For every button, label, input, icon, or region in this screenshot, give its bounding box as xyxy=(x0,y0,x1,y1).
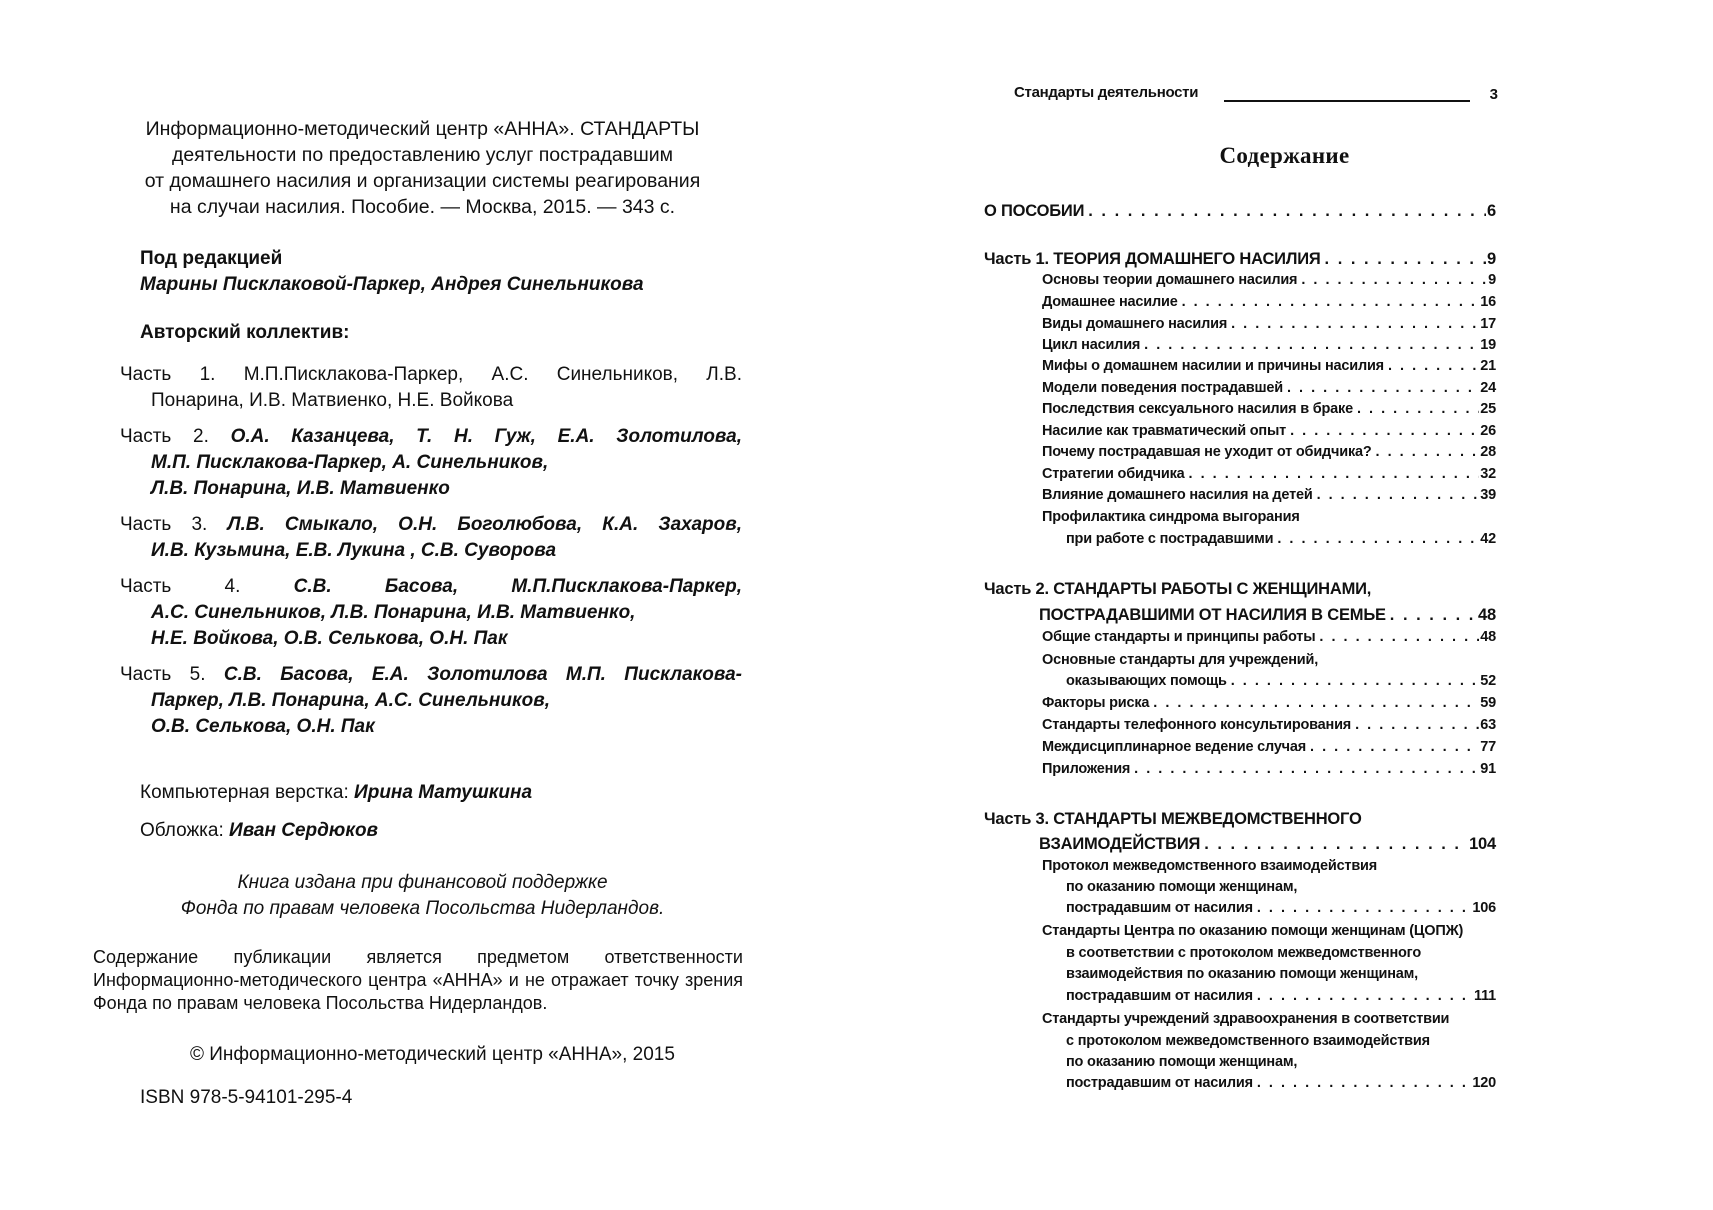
toc-entry[interactable] xyxy=(1042,337,1496,353)
toc-line: Стандарты учреждений здравоохранения в соответствии xyxy=(1042,1011,1450,1027)
toc-dot-leader xyxy=(1231,316,1479,332)
toc-entry[interactable] xyxy=(1042,695,1496,711)
toc-dot-leader xyxy=(1182,294,1480,310)
part-authors-line: А.С. Синельников, Л.В. Понарина, И.В. Матвиенко, xyxy=(151,602,636,623)
part-authors-line: С.В. Басова, Е.А. Золотилова М.П. Писклакова- xyxy=(223,664,742,685)
part-authors-line: И.В. Кузьмина, Е.В. Лукина , С.В. Суворова xyxy=(151,540,557,561)
toc-entry-title: Междисциплинарное ведение случая xyxy=(1042,739,1307,755)
bib-line: Информационно-методический центр «АННА». СТАНДАРТЫ xyxy=(145,118,700,140)
toc-dot-leader xyxy=(1144,337,1479,353)
toc-entry-page: 63 xyxy=(1480,717,1496,733)
toc-dot-leader xyxy=(1277,531,1479,547)
toc-entry-title: при работе с пострадавшими xyxy=(1066,531,1274,547)
toc-entry-title: Домашнее насилие xyxy=(1042,294,1178,310)
toc-entry-title: Приложения xyxy=(1042,761,1131,777)
part-authors-line: Понарина, И.В. Матвиенко, Н.Е. Войкова xyxy=(151,390,514,411)
toc-dot-leader xyxy=(1355,717,1479,733)
part-label: Часть 1. xyxy=(120,364,216,385)
toc-entry-page: 28 xyxy=(1480,444,1496,460)
toc-entry[interactable] xyxy=(1042,401,1496,417)
toc-entry-page: 77 xyxy=(1480,739,1496,755)
running-head-rule xyxy=(1224,100,1470,102)
funding-line: Фонда по правам человека Посольства Нидерландов. xyxy=(180,898,665,919)
toc-entry[interactable] xyxy=(1042,272,1496,288)
toc-line: Часть 2. СТАНДАРТЫ РАБОТЫ С ЖЕНЩИНАМИ, xyxy=(984,580,1372,598)
part-authors-line: Паркер, Л.В. Понарина, А.С. Синельников, xyxy=(151,690,550,711)
page-number: 3 xyxy=(1489,86,1498,103)
toc-entry-page: 42 xyxy=(1480,531,1496,547)
toc-dot-leader xyxy=(1189,466,1480,482)
toc-entry-title: пострадавшим от насилия xyxy=(1066,1075,1253,1091)
toc-entry-page: 39 xyxy=(1480,487,1496,503)
running-head xyxy=(1014,82,1498,104)
toc-line: Основные стандарты для учреждений, xyxy=(1042,652,1319,668)
toc-entry[interactable] xyxy=(1066,531,1496,547)
toc-entry[interactable] xyxy=(1042,466,1496,482)
toc-line: по оказанию помощи женщинам, xyxy=(1066,1054,1298,1070)
toc-dot-leader xyxy=(1088,202,1486,221)
toc-dot-leader xyxy=(1390,606,1477,625)
funding-note xyxy=(110,870,735,922)
toc-entry-title: Модели поведения пострадавшей xyxy=(1042,380,1283,396)
toc-dot-leader xyxy=(1319,629,1479,645)
part-label: Часть 5. xyxy=(120,664,206,685)
toc-entry-title: Влияние домашнего насилия на детей xyxy=(1042,487,1313,503)
toc-dot-leader xyxy=(1153,695,1479,711)
toc-line: Часть 3. СТАНДАРТЫ МЕЖВЕДОМСТВЕННОГО xyxy=(984,810,1362,828)
toc-entry-title: Стратегии обидчика xyxy=(1042,466,1185,482)
part-authors-line: Л.В. Понарина, И.В. Матвиенко xyxy=(151,478,450,499)
toc-entry[interactable] xyxy=(1042,423,1496,439)
toc-entry-title: ПОСТРАДАВШИМИ ОТ НАСИЛИЯ В СЕМЬЕ xyxy=(1039,606,1386,624)
toc-entry-page: 111 xyxy=(1474,988,1496,1004)
toc-entry-title: Стандарты телефонного консультирования xyxy=(1042,717,1352,733)
toc-entry-title: оказывающих помощь xyxy=(1066,673,1227,689)
copyright: © Информационно-методический центр «АННА», 2015 xyxy=(190,1044,675,1065)
toc-entry-title: Факторы риска xyxy=(1042,695,1150,711)
part-authors-line: О.А. Казанцева, Т. Н. Гуж, Е.А. Золотилова, xyxy=(230,426,742,447)
toc-line: по оказанию помощи женщинам, xyxy=(1066,879,1298,895)
toc-entry-page: 104 xyxy=(1469,835,1496,853)
part-authors-line: Н.Е. Войкова, О.В. Селькова, О.Н. Пак xyxy=(151,628,508,649)
author-part-2 xyxy=(120,424,742,502)
toc-entry[interactable] xyxy=(1039,835,1496,854)
part-label: Часть 4. xyxy=(120,576,241,597)
toc-entry-title: Насилие как травматический опыт xyxy=(1042,423,1287,439)
part-authors-line: Л.В. Смыкало, О.Н. Боголюбова, К.А. Захаров, xyxy=(227,514,742,535)
toc-dot-leader xyxy=(1310,739,1479,755)
toc-entry-title: О ПОСОБИИ xyxy=(984,202,1085,220)
toc-title: Содержание xyxy=(1219,143,1350,168)
part-authors-line: М.П.Писклакова-Паркер, А.С. Синельников, Л.В. xyxy=(243,364,742,385)
toc-entry[interactable] xyxy=(1066,1075,1496,1091)
toc-entry[interactable] xyxy=(1066,900,1496,916)
funding-line: Книга издана при финансовой поддержке xyxy=(237,872,608,893)
toc-line: Профилактика синдрома выгорания xyxy=(1042,509,1300,525)
toc-entry-page: 48 xyxy=(1478,606,1496,624)
toc-entry-page: 9 xyxy=(1488,272,1496,288)
toc-entry[interactable] xyxy=(1042,358,1496,374)
toc-entry-page: 26 xyxy=(1480,423,1496,439)
toc-entry-page: 9 xyxy=(1487,250,1496,268)
toc-dot-leader xyxy=(1231,673,1480,689)
toc-entry-page: 16 xyxy=(1480,294,1496,310)
toc-entry[interactable] xyxy=(1039,606,1496,625)
editor-label: Под редакцией xyxy=(140,248,283,269)
toc-dot-leader xyxy=(1317,487,1480,503)
authors-heading: Авторский коллектив: xyxy=(140,322,350,343)
layout-credit xyxy=(140,780,532,806)
toc-entry-title: Мифы о домашнем насилии и причины насилия xyxy=(1042,358,1384,374)
toc-line: взаимодействия по оказанию помощи женщинам, xyxy=(1066,966,1418,982)
bibliographic-description xyxy=(110,116,735,220)
bib-line: на случаи насилия. Пособие. — Москва, 2015. — 343 с. xyxy=(169,196,676,218)
toc-dot-leader xyxy=(1134,761,1479,777)
part-authors-line: М.П. Писклакова-Паркер, А. Синельников, xyxy=(151,452,549,473)
toc-entry-title: Часть 1. ТЕОРИЯ ДОМАШНЕГО НАСИЛИЯ xyxy=(984,250,1321,268)
layout-label: Компьютерная верстка: xyxy=(140,782,349,803)
part-authors-line: О.В. Селькова, О.Н. Пак xyxy=(151,716,375,737)
toc-dot-leader xyxy=(1325,250,1486,269)
toc-entry-page: 19 xyxy=(1480,337,1496,353)
toc-dot-leader xyxy=(1376,444,1480,460)
toc-entry-page: 52 xyxy=(1480,673,1496,689)
toc-entry[interactable] xyxy=(1042,739,1496,755)
author-part-3 xyxy=(120,512,742,564)
isbn: ISBN 978-5-94101-295-4 xyxy=(140,1087,353,1108)
part-label: Часть 3. xyxy=(120,514,208,535)
toc-entry[interactable] xyxy=(1042,380,1496,396)
toc-entry-page: 59 xyxy=(1480,695,1496,711)
editor-block xyxy=(140,246,644,298)
toc-entry-page: 17 xyxy=(1480,316,1496,332)
cover-name: Иван Сердюков xyxy=(229,820,379,841)
part-authors-line: С.В. Басова, М.П.Писклакова-Паркер, xyxy=(293,576,742,597)
toc-entry-title: ВЗАИМОДЕЙСТВИЯ xyxy=(1039,835,1201,853)
toc-entry-page: 120 xyxy=(1472,1075,1496,1091)
editor-names: Марины Писклаковой-Паркер, Андрея Синельникова xyxy=(140,274,644,295)
toc-line: в соответствии с протоколом межведомственного xyxy=(1066,945,1421,961)
toc-dot-leader xyxy=(1204,835,1468,854)
toc-entry-title: Почему пострадавшая не уходит от обидчика? xyxy=(1042,444,1372,460)
disclaimer: Содержание публикации является предметом ответственности Информационно-методического центра «АННА» и не отражает точку зрения Фонда по правам человека Посольства Нидерландов. xyxy=(93,947,743,1013)
toc-entry-page: 21 xyxy=(1480,358,1496,374)
toc-entry-page: 32 xyxy=(1480,466,1496,482)
toc-dot-leader xyxy=(1257,900,1472,916)
toc-entry-page: 6 xyxy=(1487,202,1496,220)
toc-entry-page: 91 xyxy=(1480,761,1496,777)
toc-entry[interactable] xyxy=(1042,487,1496,503)
toc-entry[interactable] xyxy=(1042,629,1496,645)
toc-dot-leader xyxy=(1301,272,1487,288)
bib-line: деятельности по предоставлению услуг пострадавшим xyxy=(171,144,674,166)
toc-dot-leader xyxy=(1257,1075,1472,1091)
toc-entry[interactable] xyxy=(1042,761,1496,777)
toc-entry[interactable] xyxy=(1066,988,1496,1004)
part-label: Часть 2. xyxy=(120,426,209,447)
toc-entry-page: 106 xyxy=(1472,900,1496,916)
right-page xyxy=(856,0,1713,1210)
toc-entry[interactable] xyxy=(984,250,1496,269)
toc-entry-page: 24 xyxy=(1480,380,1496,396)
toc-entry[interactable] xyxy=(1042,444,1496,460)
toc-entry[interactable] xyxy=(1042,717,1496,733)
layout-name: Ирина Матушкина xyxy=(354,782,533,803)
toc-dot-leader xyxy=(1388,358,1479,374)
toc-entry-page: 48 xyxy=(1480,629,1496,645)
author-part-5 xyxy=(120,662,742,740)
toc-line: Стандарты Центра по оказанию помощи женщинам (ЦОПЖ) xyxy=(1042,923,1464,939)
toc-dot-leader xyxy=(1257,988,1473,1004)
toc-dot-leader xyxy=(1357,401,1479,417)
running-head-title: Стандарты деятельности xyxy=(1014,84,1199,101)
toc-entry-page: 25 xyxy=(1480,401,1496,417)
toc-line: с протоколом межведомственного взаимодействия xyxy=(1066,1033,1430,1049)
toc-entry-title: Последствия сексуального насилия в браке xyxy=(1042,401,1353,417)
toc-line: Протокол межведомственного взаимодействия xyxy=(1042,858,1378,874)
toc-entry-title: пострадавшим от насилия xyxy=(1066,988,1253,1004)
toc-entry[interactable] xyxy=(1042,294,1496,310)
cover-credit xyxy=(140,818,378,844)
toc-entry-title: Общие стандарты и принципы работы xyxy=(1042,629,1316,645)
toc-entry-title: Виды домашнего насилия xyxy=(1042,316,1228,332)
bib-line: от домашнего насилия и организации системы реагирования xyxy=(144,170,701,192)
cover-label: Обложка: xyxy=(140,820,224,841)
left-page xyxy=(0,0,856,1210)
toc-entry[interactable] xyxy=(1042,316,1496,332)
toc-entry-title: Основы теории домашнего насилия xyxy=(1042,272,1298,288)
toc-dot-leader xyxy=(1290,423,1479,439)
toc-entry-title: Цикл насилия xyxy=(1042,337,1141,353)
toc-dot-leader xyxy=(1287,380,1479,396)
author-part-1 xyxy=(120,362,742,414)
toc-entry-title: пострадавшим от насилия xyxy=(1066,900,1253,916)
toc-entry[interactable] xyxy=(1066,673,1496,689)
toc-entry[interactable] xyxy=(984,202,1496,221)
author-part-4 xyxy=(120,574,742,652)
